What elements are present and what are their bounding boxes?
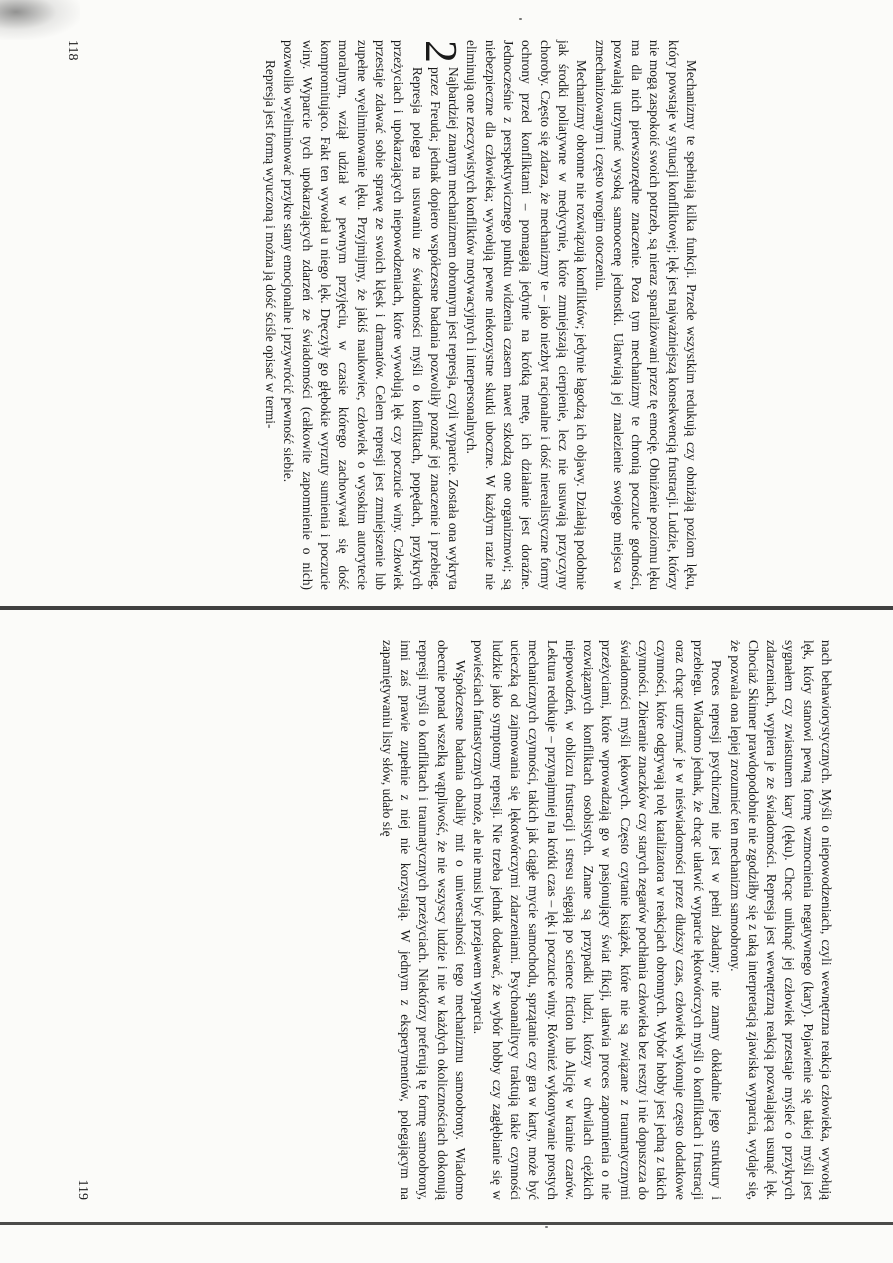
paragraph: Represja jest formą wyuczoną i można ją dość ściśle opisać w termi- [263,60,279,429]
page-number: 118 [65,40,80,61]
paragraph: Proces represji psychicznej nie jest w pełni zbadany; nie znamy dokładnie jego struktury i przebiegu. Wiadomo jednak, że chcąc ułatwić wyparcie lękotwórczych myśli o konfliktach i frustracji oraz chcąc utrzymać je w nieświadomości przez dłuższy czas, człowiek wykonuje często dodatkowe czynności, które odgrywają rolę katalizatora w reakcjach obronnych. Wybór hobby jest jedną z takich czynności. Zbieranie znaczków czy starych zegarów pochłania człowieka bez reszty i nie dopuszcza do świadomości myśli lękowych. Często czytanie książek, które nie są związane z traumatycznymi przeżyciami, które wprowadzają go w pasjonujący świat fikcji, ułatwia proces zapomnienia o nie rozwiązanych konfliktach osobistych. Znane są przypadki ludzi, którzy w chwilach ciężkich niepowodzeń, w obliczu frustracji i stresu sięgają po science fiction lub Alicję w krainie czarów. Lektura redukuje – przynajmniej na krótki czas – lęk i poczucie winy. Również wykonywanie prostych mechanicznych czynności, takich jak ciągłe mycie samochodu, sprzątanie czy gra w karty, może być ucieczką od zajmowania się lękotwórczymi zdarzeniami. Psychoanalitycy traktują takie czynności ludzkie jako symptomy represji. Nie trzeba jednak dodawać, że wybór hobby czy zagłębianie się w powieściach fantastycznych może, ale nie musi być przejawem wyparcia. [471,640,725,1200]
paragraph-text: Najbardziej znanym mechanizmem obronnym jest represja, czyli wyparcie. Została ona wykryta przez Freuda; jednak dopiero współczesne badania pozwoliły poznać jej znaczenie i przebieg. Represja polega na usuwaniu ze świadomości myśli o konfliktach, popędach, przykrych przeżyciach i upokarzających niepowodzeniach, które wywołują lęk czy poczucie winy. Człowiek przestaje zdawać sobie sprawę ze swoich klęsk i dramatów. Celem represji jest zmniejszenie lub zupełne wyeliminowanie lęku. Przyjmijmy, że jakiś naukowiec, człowiek o wysokim autorytecie moralnym, wziął udział w pewnym przyjęciu, w czasie którego zachowywał się dość kompromitująco. Fakt ten wywołał u niego lęk. Dręczyły go głębokie wyrzuty sumienia i poczucie winy. Wyparcie tych upokarzających zdarzeń ze świadomości (całkowite zapomnienie o nich) pozwoliło wyeliminować przykre stany emocjonalne i przywrócić pewność siebie. [281,40,462,590]
bottom-edge-line [0,1222,893,1225]
paragraph: nach behawiorystycznych. Myśli o niepowodzeniach, czyli wewnętrzna reakcja człowieka, wywołują lęk, który stanowi pewną formę wzmocnienia negatywnego (kary). Pojawienie się takiej myśli jest sygnałem czy zwiastunem kary (lęku). Chcąc uniknąć jej człowiek przestaje myśleć o przykrych zdarzeniach, wypiera je ze świadomości. Represja jest wewnętrzną reakcją pozwalającą usunąć lęk. Chociaż Skinner prawdopodobnie nie zgodziłby się z taką interpretacją zjawiska wyparcia, wydaje się, że pozwala ona lepiej zrozumieć ten mechanizm samoobrony. [727,640,834,1200]
paragraph: Mechanizmy te spełniają kilka funkcji. Przede wszystkim redukują czy obniżają poziom lęku, który powstaje w sytuacji konfliktowej; lęk jest najważniejszą konsekwencją frustracji. Ludzie, którzy nie mogą zaspokoić swoich potrzeb, są nieraz sparaliżowani przez tę emocję. Obniżenie poziomu lęku ma dla nich pierwszorzędne znaczenie. Poza tym mechanizmy te chronią poczucie godności, pozwalają utrzymać wysoką samoocenę jednostki. Ułatwiają jej znalezienie swojego miejsca w zmechanizowanym i często wrogim otoczeniu. [592,40,699,590]
page-118-text [90,40,700,590]
page-119-text [110,640,835,1200]
page-119 [75,640,835,1200]
section-number-dropcap: 2 [416,40,468,63]
scan-speck [545,1226,548,1228]
paragraph: Mechanizmy obronne nie rozwiązują konfliktów; jedynie łagodzą ich objawy. Działają podobnie jak środki poliatywne w medycynie, które zmniejszają cierpienie, lecz nie usuwają przyczyny choroby. Często się zdarza, że mechanizmy te – jako niezbyt racjonalne i dość nierealistyczne formy ochrony przed konfliktami – pomagają jedynie na krótką metę, ich działanie jest doraźne. Jednocześnie z perspektywicznego punktu widzenia czasem nawet szkodzą one organizmowi; są niebezpieczne dla człowieka; wywołują pewne niekorzystne skutki uboczne. W każdym razie nie eliminują one rzeczywistych konfliktów motywacyjnych i interpersonalnych. [464,40,590,590]
section-paragraph [279,40,468,590]
page-divider-line [0,606,893,610]
page-number: 119 [75,1179,90,1200]
scan-speck [519,18,522,20]
page-118 [65,40,700,590]
paragraph: Współczesne badania obaliły mit o uniwersalności tego mechanizmu samoobrony. Wiadomo obecnie ponad wszelką wątpliwość, że nie wszyscy ludzie i nie w każdych okolicznościach dokonują represji myśli o konfliktach i traumatycznych przeżyciach. Niektórzy preferują tę formę samoobrony, inni zaś prawie zupełnie z niej nie korzystają. W jednym z eksperymentów, polegającym na zapamiętywaniu listy słów, udało się [379,640,469,1200]
scan-corner-smudge [0,0,80,40]
